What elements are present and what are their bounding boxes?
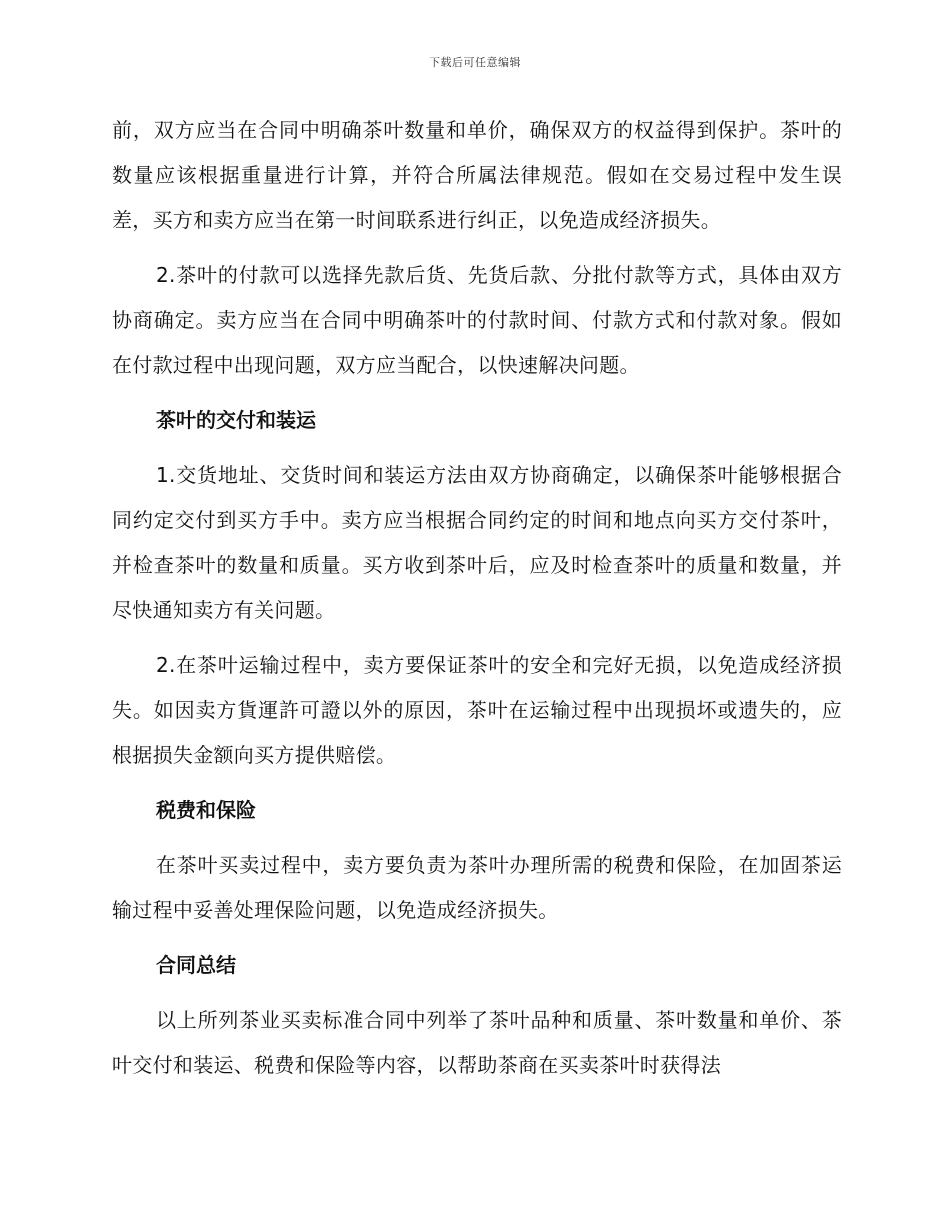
section-heading-tax-insurance: 税费和保险 [156,798,256,822]
paragraph-transport: 2.在茶叶运输过程中，卖方要保证茶叶的安全和完好无损，以免造成经济损失。如因卖方貨運許可證以外的原因，茶叶在运输过程中出现损坏或遗失的，应根据损失金额向买方提供赔偿。 [112,653,842,767]
document-body [112,108,842,1098]
page-header: 下载后可任意编辑 [429,56,521,69]
paragraph-tax-insurance: 在茶叶买卖过程中，卖方要负责为茶叶办理所需的税费和保险，在加固茶运输过程中妥善处理保险问题，以免造成经济损失。 [112,853,842,922]
section-heading-delivery: 茶叶的交付和装运 [156,408,316,432]
paragraph-summary: 以上所列茶业买卖标准合同中列举了茶叶品种和质量、茶叶数量和单价、茶叶交付和装运、税费和保险等内容，以帮助茶商在买卖茶叶时获得法 [112,1008,842,1077]
paragraph-payment: 2.茶叶的付款可以选择先款后货、先货后款、分批付款等方式，具体由双方协商确定。卖方应当在合同中明确茶叶的付款时间、付款方式和付款对象。假如在付款过程中出现问题，双方应当配合，以快速解决问题。 [112,263,842,377]
paragraph-delivery-address: 1.交货地址、交货时间和装运方法由双方协商确定，以确保茶叶能够根据合同约定交付到买方手中。卖方应当根据合同约定的时间和地点向买方交付茶叶，并检查茶叶的数量和质量。买方收到茶叶后，应及时检查茶叶的质量和数量，并尽快通知卖方有关问题。 [112,463,842,622]
paragraph-quantity-price: 前，双方应当在合同中明确茶叶数量和单价，确保双方的权益得到保护。茶叶的数量应该根据重量进行计算，并符合所属法律规范。假如在交易过程中发生误差，买方和卖方应当在第一时间联系进行纠正，以免造成经济损失。 [112,118,842,232]
section-heading-summary: 合同总结 [156,953,236,977]
